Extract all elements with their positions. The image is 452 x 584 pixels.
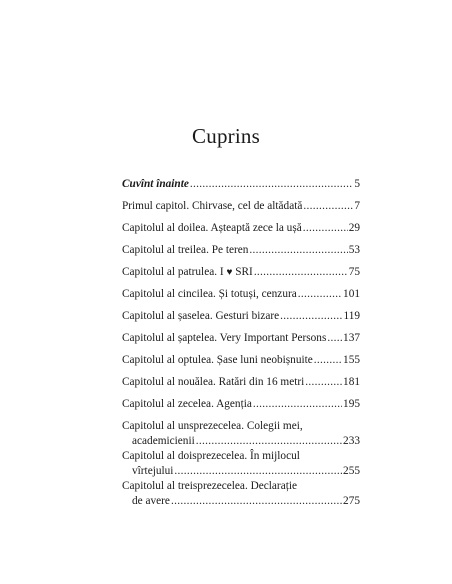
toc-entry-page: 119	[343, 310, 360, 322]
dot-leader	[196, 434, 342, 449]
toc-entry-title-cont: academicienii	[132, 435, 195, 447]
toc-entry-title: Capitolul al doisprezecelea. În mijlocul	[122, 450, 300, 462]
toc-entry-title-part: SRI	[232, 266, 253, 278]
dot-leader	[280, 309, 342, 324]
toc-entry	[122, 287, 360, 302]
toc-entry-page: 75	[348, 266, 360, 278]
toc-entry-page: 137	[343, 332, 360, 344]
toc-entry-page: 53	[348, 244, 360, 256]
toc-entry	[122, 221, 360, 236]
page-title: Cuprins	[192, 124, 260, 148]
toc-entry	[122, 199, 360, 214]
toc-entry-title: Capitolul al treilea. Pe teren	[122, 244, 249, 256]
toc-entry	[122, 479, 360, 509]
toc-entry-page: 7	[354, 200, 360, 212]
toc-entry-title	[122, 265, 253, 280]
toc-entry	[122, 331, 360, 346]
toc-entry	[122, 449, 360, 479]
toc-entry	[122, 265, 360, 280]
toc-entry-page: 5	[354, 178, 360, 190]
dot-leader	[171, 494, 342, 509]
toc-entry-page: 181	[343, 376, 360, 388]
toc-entry	[122, 243, 360, 258]
toc-entry-title: Capitolul al treisprezecelea. Declarație	[122, 480, 298, 492]
dot-leader	[254, 265, 348, 280]
toc-entry-title: Capitolul al zecelea. Agenția	[122, 398, 252, 410]
toc-entry-page: 195	[343, 398, 360, 410]
toc-entry	[122, 397, 360, 412]
toc-entry-title-cont: vîrtejului	[132, 465, 174, 477]
dot-leader	[249, 243, 347, 258]
dot-leader	[174, 464, 342, 479]
toc-entry	[122, 375, 360, 390]
toc-entry-title: Cuvînt înainte	[122, 178, 189, 190]
toc-entry-title: Capitolul al optulea. Șase luni neobișnuite	[122, 354, 313, 366]
toc-entry	[122, 419, 360, 449]
dot-leader	[327, 331, 342, 346]
heart-icon: ♥	[226, 267, 233, 278]
toc-entry-title: Capitolul al unsprezecelea. Colegii mei,	[122, 420, 303, 432]
toc-entry-page: 29	[348, 222, 360, 234]
dot-leader	[305, 375, 342, 390]
toc-entry-page: 155	[343, 354, 360, 366]
toc-entry	[122, 353, 360, 368]
dot-leader	[303, 199, 353, 214]
toc-entry-continuation	[122, 464, 360, 479]
toc-entry-title-part: Capitolul al patrulea. I	[122, 266, 227, 278]
toc-entry-continuation	[122, 494, 360, 509]
dot-leader	[314, 353, 342, 368]
toc-entry-title-cont: de avere	[132, 495, 170, 507]
toc-entry-page: 275	[343, 495, 360, 507]
dot-leader	[303, 221, 348, 236]
toc-entry-page: 233	[343, 435, 360, 447]
dot-leader	[298, 287, 342, 302]
toc-entry	[122, 309, 360, 324]
toc-entry-page: 101	[343, 288, 360, 300]
toc-entry-title: Primul capitol. Chirvase, cel de altădată	[122, 200, 303, 212]
toc-entry-title: Capitolul al șaptelea. Very Important Persons	[122, 332, 327, 344]
toc-entry-page: 255	[343, 465, 360, 477]
toc-entry-continuation	[122, 434, 360, 449]
dot-leader	[190, 177, 353, 192]
toc-entry-title: Capitolul al doilea. Așteaptă zece la ușă	[122, 222, 302, 234]
toc-entry-title: Capitolul al șaselea. Gesturi bizare	[122, 310, 280, 322]
dot-leader	[253, 397, 342, 412]
toc-entry-title: Capitolul al cincilea. Și totuși, cenzura	[122, 288, 297, 300]
toc-entry	[122, 177, 360, 192]
toc-entry-title: Capitolul al nouălea. Ratări din 16 metri	[122, 376, 305, 388]
